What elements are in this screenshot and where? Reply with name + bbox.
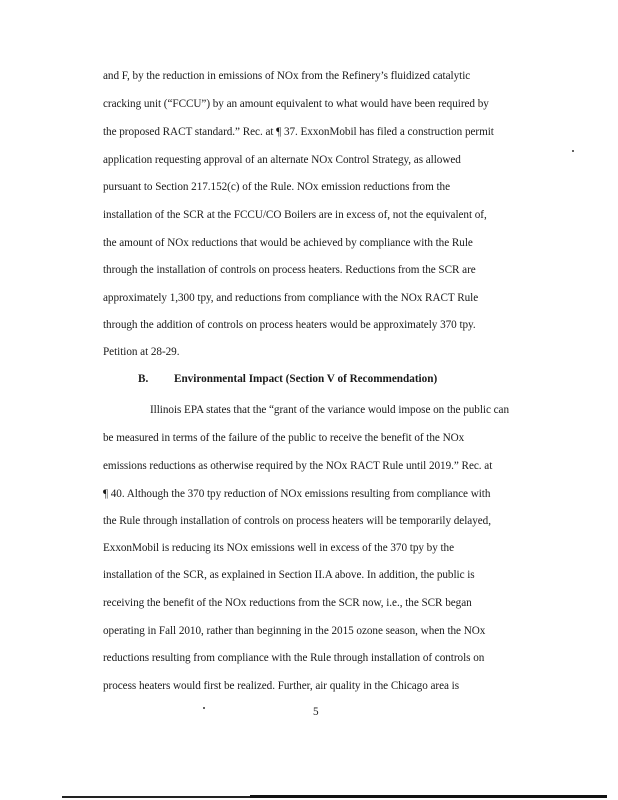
paragraph-line: the Rule through installation of controls on process heaters will be temporarily delayed, [103,515,491,527]
paragraph-line: the amount of NOx reductions that would be achieved by compliance with the Rule [103,237,473,249]
paragraph-line: application requesting approval of an alternate NOx Control Strategy, as allowed [103,154,461,166]
paragraph-line: receiving the benefit of the NOx reductions from the SCR now, i.e., the SCR began [103,597,472,609]
paragraph-line: cracking unit (“FCCU”) by an amount equivalent to what would have been required by [103,98,489,110]
paragraph-line: be measured in terms of the failure of the public to receive the benefit of the NOx [103,432,465,444]
paragraph-line: pursuant to Section 217.152(c) of the Rule. NOx emission reductions from the [103,181,450,193]
paragraph-line: through the addition of controls on process heaters would be approximately 370 tpy. [103,319,476,331]
paragraph-line: ¶ 40. Although the 370 tpy reduction of NOx emissions resulting from compliance with [103,488,491,500]
scan-speck [203,707,205,709]
scan-speck [572,150,574,152]
section-letter: B. [138,373,149,385]
page-number: 5 [313,706,319,718]
paragraph-line: Illinois EPA states that the “grant of the variance would impose on the public can [150,404,509,416]
paragraph-line: reductions resulting from compliance with the Rule through installation of controls on [103,652,485,664]
paragraph-line: and F, by the reduction in emissions of NOx from the Refinery’s fluidized catalytic [103,70,471,82]
paragraph-line: emissions reductions as otherwise required by the NOx RACT Rule until 2019.” Rec. at [103,460,493,472]
paragraph-line: installation of the SCR, as explained in Section II.A above. In addition, the public is [103,569,475,581]
paragraph-line: operating in Fall 2010, rather than beginning in the 2015 ozone season, when the NOx [103,625,486,637]
bottom-scan-rule-heavy [250,795,607,798]
paragraph-line: ExxonMobil is reducing its NOx emissions well in excess of the 370 tpy by the [103,542,455,554]
paragraph-line: process heaters would first be realized. Further, air quality in the Chicago area is [103,680,460,692]
section-title: Environmental Impact (Section V of Recommendation) [174,373,438,385]
paragraph-line: Petition at 28-29. [103,346,180,358]
paragraph-line: the proposed RACT standard.” Rec. at ¶ 37. ExxonMobil has filed a construction permit [103,126,494,138]
paragraph-line: approximately 1,300 tpy, and reductions from compliance with the NOx RACT Rule [103,292,479,304]
paragraph-line: installation of the SCR at the FCCU/CO Boilers are in excess of, not the equivalent of, [103,209,487,221]
paragraph-line: through the installation of controls on process heaters. Reductions from the SCR are [103,264,476,276]
